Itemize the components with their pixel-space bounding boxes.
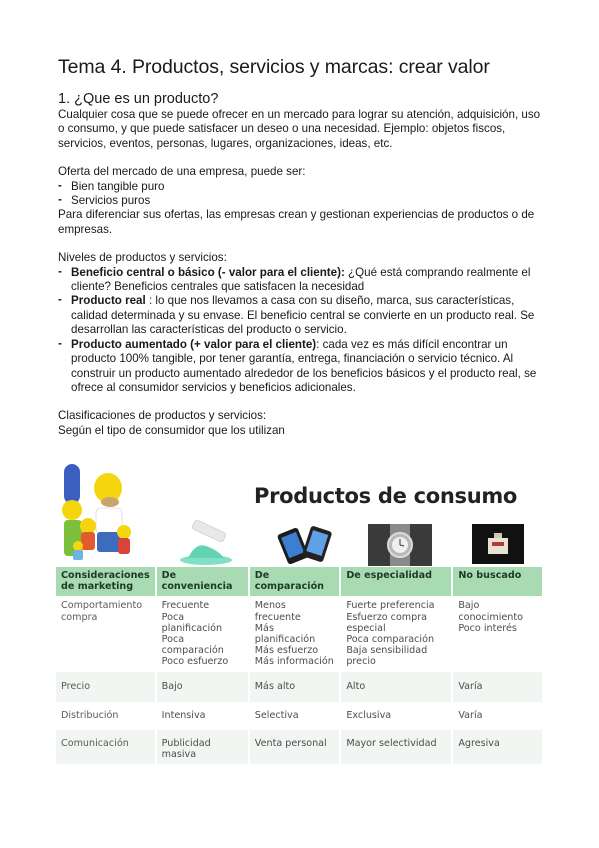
column-header: Consideraciones de marketing [56,567,156,596]
table-cell: Venta personal [249,730,341,764]
document-body [58,90,548,438]
oferta-intro: Oferta del mercado de una empresa, puede ser: [58,165,306,179]
list-item: - Bien tangible puro [58,180,548,194]
figure-heading: Productos de consumo [254,484,518,508]
clasificaciones-line2: Según el tipo de consumidor que los utilizan [58,423,285,437]
section-heading: 1. ¿Que es un producto? [58,91,219,107]
unsought-product-image [472,524,524,564]
table-cell: Bajo [156,672,249,702]
table-row [56,596,543,671]
table-cell: Varía [452,702,543,730]
table-cell: Agresiva [452,730,543,764]
table-cell: Selectiva [249,702,341,730]
table-cell: Mayor selectividad [340,730,452,764]
table-cell: Exclusiva [340,702,452,730]
column-header: De conveniencia [156,567,249,596]
list-item [58,266,548,295]
column-header: De especialidad [340,567,452,596]
table-cell: Alto [340,672,452,702]
table-row [56,672,543,702]
table-cell: Más alto [249,672,341,702]
table-header-row [56,567,543,596]
smartphones-image [274,524,340,564]
item-text: : cada vez es más difícil encontrar un producto 100% tangible, por tener garantía, entrega, financiación o servicio técnico. Al construir un producto aumentado alrededor de los beneficios básicos y el producto real, se ofrece al consumidor servicios y beneficios adicionales. [71,337,537,394]
table-cell: Publicidad masiva [156,730,249,764]
toothpaste-image [166,520,246,566]
table-row [56,730,543,764]
item-term: Producto aumentado (+ valor para el cliente) [71,337,317,351]
table-cell: Bajo conocimiento Poco interés [452,596,543,671]
column-header: No buscado [452,567,543,596]
column-header: De comparación [249,567,341,596]
niveles-list [58,266,548,396]
table-cell: Distribución [56,702,156,730]
list-item [58,338,548,396]
cartoon-family-image [54,462,138,566]
table-cell: Intensiva [156,702,249,730]
niveles-intro: Niveles de productos y servicios: [58,251,227,265]
table-cell: Varía [452,672,543,702]
document-title: Tema 4. Productos, servicios y marcas: crear valor [58,56,490,78]
oferta-list [58,180,548,209]
oferta-closing: Para diferenciar sus ofertas, las empresas crean y gestionan experiencias de productos o de empresas. [58,208,535,236]
consumer-products-table [56,567,544,764]
item-text: ¿Qué está comprando realmente el cliente? Beneficios centrales que satisfacen la necesidad [71,265,531,294]
item-term: Beneficio central o básico (- valor para el cliente): [71,265,345,279]
list-item: - Servicios puros [58,194,548,208]
luxury-watch-image [368,524,432,566]
table-cell: Menos frecuente Más planificación Más esfuerzo Más información [249,596,341,671]
consumer-products-figure [54,462,544,760]
clasificaciones-line1: Clasificaciones de productos y servicios: [58,409,267,423]
item-text: : lo que nos llevamos a casa con su diseño, marca, sus características, calidad determinada y su envase. El beneficio central se convierte en un producto real. Se desarrollan las características del producto o servicio. [71,294,535,337]
table-cell: Frecuente Poca planificación Poca comparación Poco esfuerzo [156,596,249,671]
table-cell: Comunicación [56,730,156,764]
item-term: Producto real [71,294,146,308]
list-item [58,294,548,337]
table-cell: Precio [56,672,156,702]
table-cell: Fuerte preferencia Esfuerzo compra especial Poca comparación Baja sensibilidad precio [340,596,452,671]
table-row [56,702,543,730]
table-cell: Comportamiento compra [56,596,156,671]
definition-paragraph: Cualquier cosa que se puede ofrecer en un mercado para lograr su atención, adquisición, uso o consumo, y que puede satisfacer un deseo o una necesidad. Ejemplo: objetos fiscos, servicios, eventos, personas, lugares, organizaciones, ideas, etc. [58,108,541,150]
